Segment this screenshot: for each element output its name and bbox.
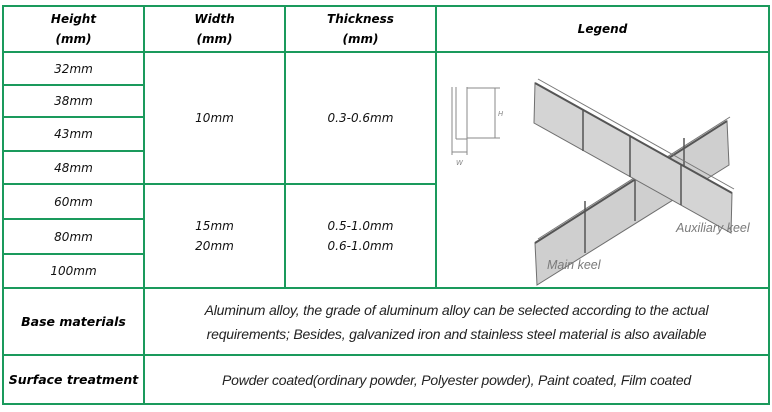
height-cell: 60mm [3, 184, 144, 219]
surface-treatment-label: Surface treatment [3, 355, 144, 404]
base-materials-row [3, 288, 769, 355]
dim-h-label: H [498, 110, 504, 118]
header-legend: Legend [436, 6, 769, 52]
width-cell-group1: 10mm [144, 52, 285, 184]
base-materials-label: Base materials [3, 288, 144, 355]
height-cell: 48mm [3, 151, 144, 184]
header-thickness: Thickness (mm) [285, 6, 436, 52]
main-keel-label: Main keel [547, 258, 601, 272]
thickness-cell-group2: 0.5-1.0mm 0.6-1.0mm [285, 184, 436, 288]
base-materials-value: Aluminum alloy, the grade of aluminum alloy can be selected according to the actual requirements; Besides, galvanized iron and stainless steel material is also available [144, 288, 769, 355]
table-row [3, 52, 769, 85]
legend-cell [436, 52, 769, 288]
surface-treatment-row [3, 355, 769, 404]
height-cell: 80mm [3, 219, 144, 254]
height-cell: 43mm [3, 117, 144, 151]
profile-dimension-icon [452, 87, 500, 155]
height-cell: 32mm [3, 52, 144, 85]
dim-w-label: W [456, 159, 463, 167]
spec-table [2, 5, 770, 405]
height-cell: 38mm [3, 85, 144, 117]
height-cell: 100mm [3, 254, 144, 288]
header-width: Width (mm) [144, 6, 285, 52]
header-height: Height (mm) [3, 6, 144, 52]
header-row [3, 6, 769, 52]
auxiliary-keel-label: Auxiliary keel [676, 221, 750, 235]
surface-treatment-value: Powder coated(ordinary powder, Polyester powder), Paint coated, Film coated [144, 355, 769, 404]
width-cell-group2: 15mm 20mm [144, 184, 285, 288]
thickness-cell-group1: 0.3-0.6mm [285, 52, 436, 184]
keel-diagram [437, 53, 770, 289]
